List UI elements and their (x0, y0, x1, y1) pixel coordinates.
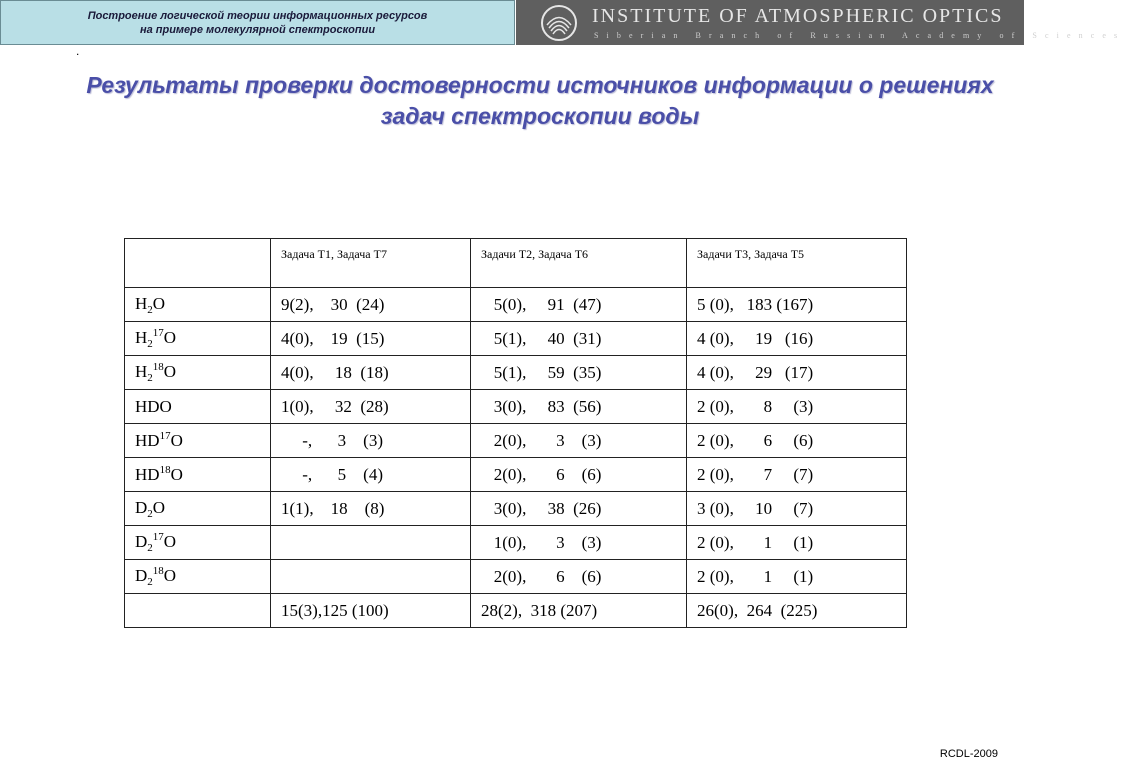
value-cell: 5(1), 40 (31) (471, 322, 687, 356)
molecule-cell (125, 458, 271, 492)
value-cell (271, 560, 471, 594)
table-row (125, 322, 907, 356)
molecule-subscript: 2 (147, 542, 153, 554)
header-subtitle-box (0, 0, 515, 45)
value-cell: 2(0), 3 (3) (471, 424, 687, 458)
value-cell: -, 5 (4) (271, 458, 471, 492)
value-cell: 5 (0), 183 (167) (687, 288, 907, 322)
molecule-cell (125, 594, 271, 628)
value-cell: 2 (0), 8 (3) (687, 390, 907, 424)
molecule-base: D (135, 566, 148, 585)
value-cell: -, 3 (3) (271, 424, 471, 458)
table-row (125, 594, 907, 628)
slide-title: Результаты проверки достоверности источников информации о решениях задач спектроскопии воды (86, 72, 994, 129)
molecule-end: O (163, 328, 177, 347)
value-cell: 2(0), 6 (6) (471, 458, 687, 492)
value-cell: 2(0), 6 (6) (471, 560, 687, 594)
molecule-cell (125, 390, 271, 424)
molecule-base: D (135, 497, 148, 517)
header-subtitle-line2: на примере молекулярной спектроскопии (139, 23, 376, 36)
column-header (125, 239, 271, 288)
table-header-row (125, 239, 907, 288)
value-cell: 3 (0), 10 (7) (687, 492, 907, 526)
table-row (125, 356, 907, 390)
table-row (125, 424, 907, 458)
value-cell: 5(1), 59 (35) (471, 356, 687, 390)
institute-banner (516, 0, 1125, 45)
bullet-dot: . (76, 44, 80, 58)
value-cell: 2 (0), 1 (1) (687, 526, 907, 560)
column-header: Задачи Т3, Задача Т5 (687, 239, 907, 288)
molecule-cell (125, 424, 271, 458)
value-cell: 3(0), 83 (56) (471, 390, 687, 424)
molecule-cell (125, 288, 271, 322)
molecule-base: D (135, 532, 148, 551)
molecule-subscript: 2 (147, 303, 153, 316)
value-cell: 3(0), 38 (26) (471, 492, 687, 526)
molecule-base: H (135, 328, 148, 347)
value-cell: 15(3),125 (100) (271, 594, 471, 628)
molecule-cell (125, 492, 271, 526)
value-cell: 1(1), 18 (8) (271, 492, 471, 526)
table-row (125, 390, 907, 424)
value-cell: 26(0), 264 (225) (687, 594, 907, 628)
molecule-subscript: 2 (147, 372, 153, 384)
molecule-end: O (163, 532, 177, 551)
value-cell: 28(2), 318 (207) (471, 594, 687, 628)
value-cell: 5(0), 91 (47) (471, 288, 687, 322)
table-row (125, 492, 907, 526)
molecule-end: O (152, 293, 166, 313)
value-cell: 2 (0), 1 (1) (687, 560, 907, 594)
molecule-end: O (163, 362, 177, 381)
institute-subtitle: Siberian Branch of Russian Academy of Sciences (594, 31, 1125, 40)
table-row (125, 560, 907, 594)
molecule-superscript: 17 (152, 531, 164, 543)
table-row (125, 288, 907, 322)
molecule-subscript: 2 (147, 338, 153, 350)
molecule-base: H (135, 293, 148, 313)
institute-name: INSTITUTE OF ATMOSPHERIC OPTICS (592, 5, 1004, 27)
header-subtitle-line1: Построение логической теории информационных ресурсов (87, 9, 428, 22)
value-cell: 1(0), 3 (3) (471, 526, 687, 560)
molecule-cell (125, 560, 271, 594)
molecule-end: O (163, 566, 177, 585)
molecule-superscript: 18 (159, 464, 171, 476)
molecule-superscript: 17 (159, 430, 171, 442)
value-cell: 4 (0), 19 (16) (687, 322, 907, 356)
value-cell (271, 526, 471, 560)
molecule-base: H (135, 362, 148, 381)
value-cell: 1(0), 32 (28) (271, 390, 471, 424)
value-cell: 4(0), 18 (18) (271, 356, 471, 390)
molecule-end: O (170, 465, 183, 484)
value-cell: 4 (0), 29 (17) (687, 356, 907, 390)
molecule-base: HD (135, 465, 160, 484)
table-row (125, 526, 907, 560)
institute-logo-icon (540, 4, 578, 42)
table-row (125, 458, 907, 492)
results-table (124, 238, 907, 628)
molecule-end: O (152, 497, 166, 517)
column-header: Задача Т1, Задача Т7 (271, 239, 471, 288)
column-header: Задачи Т2, Задача Т6 (471, 239, 687, 288)
value-cell: 2 (0), 6 (6) (687, 424, 907, 458)
molecule-cell (125, 526, 271, 560)
value-cell: 4(0), 19 (15) (271, 322, 471, 356)
value-cell: 9(2), 30 (24) (271, 288, 471, 322)
molecule-base: HD (135, 431, 160, 450)
molecule-subscript: 2 (147, 576, 153, 588)
footer-label: RCDL-2009 (939, 748, 998, 760)
molecule-base: HDO (135, 396, 172, 416)
molecule-subscript: 2 (147, 507, 153, 520)
molecule-superscript: 17 (152, 327, 164, 339)
value-cell: 2 (0), 7 (7) (687, 458, 907, 492)
molecule-cell (125, 356, 271, 390)
molecule-superscript: 18 (152, 565, 164, 577)
molecule-cell (125, 322, 271, 356)
molecule-superscript: 18 (152, 361, 164, 373)
molecule-end: O (170, 431, 183, 450)
